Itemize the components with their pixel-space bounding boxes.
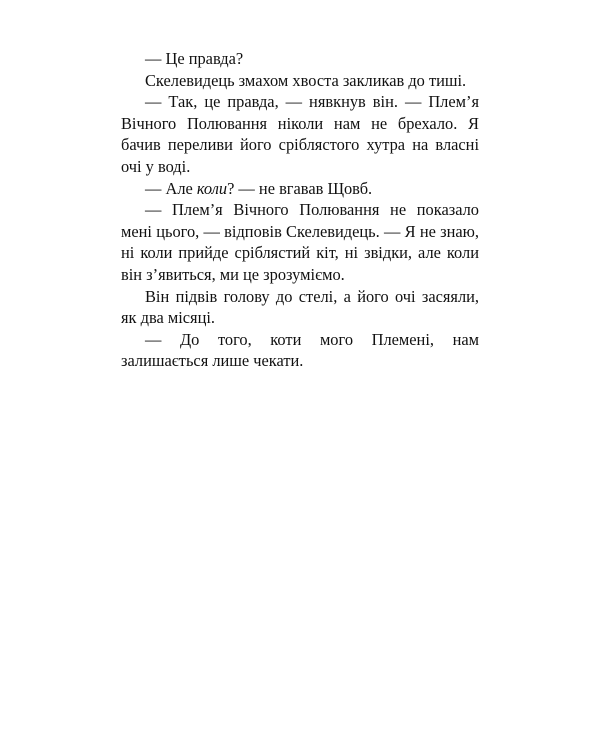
paragraph-6: Він підвів голову до стелі, а його очі засяяли, як два місяці.	[121, 286, 479, 328]
paragraph-3: — Так, це правда, — нявкнув він. — Плем’я Вічного Полювання ніколи нам не брехало. Я бачив переливи його сріблястого хутра на власні очі у воді.	[121, 92, 479, 176]
paragraph-4-end: ? — не вгавав Щовб.	[227, 178, 373, 198]
paragraph-4-start: — Але	[145, 178, 197, 198]
paragraph-1: — Це правда?	[145, 49, 244, 68]
paragraph-7: — До того, коти мого Племені, нам залишається лише чекати.	[121, 329, 479, 371]
paragraph-4-emphasis: коли	[196, 178, 228, 198]
paragraph-2: Скелевидець змахом хвоста закликав до тиші.	[145, 70, 467, 90]
paragraph-5: — Плем’я Вічного Полювання не показало мені цього, — відповів Скелевидець. — Я не знаю, ні коли прийде сріблястий кіт, ні звідки, але коли він з’явиться, ми це зрозуміємо.	[121, 200, 479, 284]
paragraph-4	[121, 178, 479, 200]
book-page-text	[121, 48, 479, 372]
